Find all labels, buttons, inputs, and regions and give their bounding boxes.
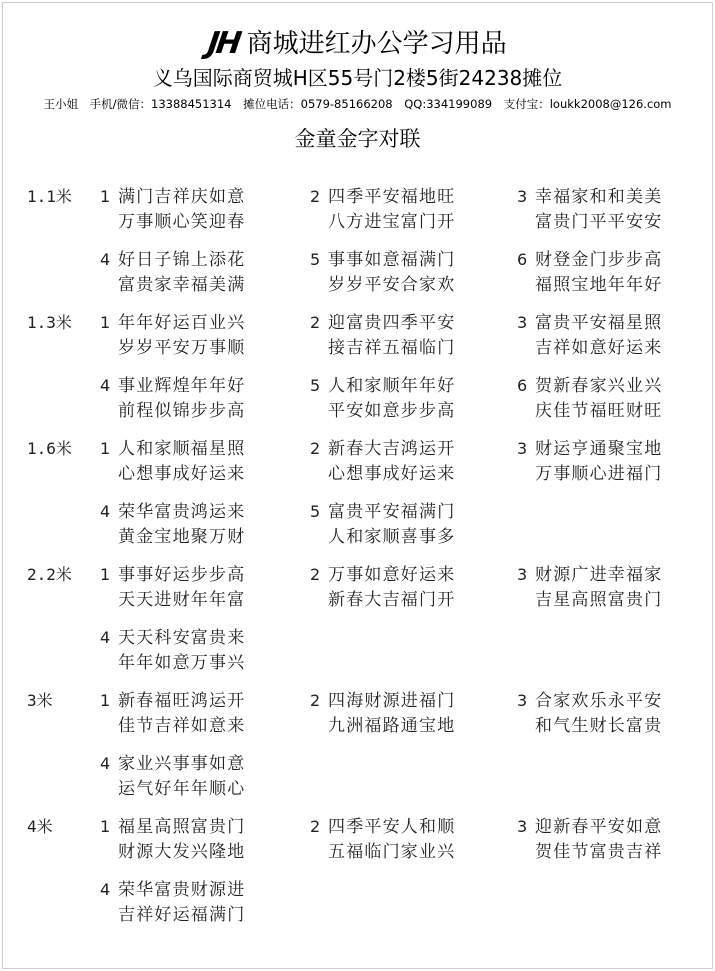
couplet-lower-line: 财源大发兴隆地 <box>118 842 246 862</box>
couplet-text <box>535 248 662 298</box>
contact-alipay: 支付宝：loukk2008@126.com <box>503 97 672 111</box>
size-label: 1.1米 <box>27 187 72 206</box>
size-group <box>0 687 715 813</box>
couplet-row <box>0 183 715 246</box>
item-number: 3 <box>517 439 528 458</box>
couplet-lower-line: 人和家顺喜事多 <box>328 527 456 547</box>
couplet-item <box>100 435 310 498</box>
page-header <box>0 26 715 112</box>
couplet-text <box>118 311 245 361</box>
item-number: 5 <box>310 250 321 269</box>
couplet-lower-line: 九洲福路通宝地 <box>328 716 456 736</box>
contact-name: 王小姐 <box>43 97 78 111</box>
item-number: 1 <box>100 565 111 584</box>
couplet-lower-line: 福照宝地年年好 <box>535 275 663 295</box>
couplet-upper-line: 富贵平安福星照 <box>535 313 663 333</box>
couplet-text <box>535 311 662 361</box>
couplet-item <box>100 876 310 939</box>
couplet-text <box>535 185 662 235</box>
couplet-lower-line: 新春大吉福门开 <box>328 590 456 610</box>
couplet-upper-line: 万事如意好运来 <box>328 565 456 585</box>
couplet-item <box>310 309 517 372</box>
couplet-item <box>517 813 707 876</box>
item-number: 1 <box>100 313 111 332</box>
title-row <box>0 26 715 62</box>
couplet-text <box>535 689 662 739</box>
couplet-lower-line: 佳节吉祥如意来 <box>118 716 246 736</box>
couplet-item <box>100 813 310 876</box>
item-number: 3 <box>517 565 528 584</box>
couplet-lower-line: 平安如意步步高 <box>328 401 456 421</box>
couplet-row <box>0 687 715 750</box>
item-number: 4 <box>100 880 111 899</box>
size-group <box>0 561 715 687</box>
couplet-lower-line: 岁岁平安合家欢 <box>328 275 456 295</box>
couplet-upper-line: 财运亨通聚宝地 <box>535 439 663 459</box>
couplet-row <box>0 246 715 309</box>
couplet-upper-line: 贺新春家兴业兴 <box>535 376 663 396</box>
couplet-text <box>328 563 455 613</box>
couplet-upper-line: 财源广进幸福家 <box>535 565 663 585</box>
couplet-text <box>118 500 245 550</box>
item-number: 2 <box>310 565 321 584</box>
contact-line <box>0 96 715 112</box>
couplet-text <box>328 815 455 865</box>
catalog-subject: 金童金字对联 <box>294 127 421 151</box>
couplet-text <box>118 689 245 739</box>
couplet-lower-line: 万事顺心进福门 <box>535 464 663 484</box>
couplet-text <box>535 563 662 613</box>
brand-logo: JH <box>205 26 242 61</box>
couplet-upper-line: 家业兴事事如意 <box>118 754 246 774</box>
item-number: 4 <box>100 502 111 521</box>
couplet-text <box>118 563 245 613</box>
couplet-item <box>517 435 707 498</box>
couplet-upper-line: 事事如意福满门 <box>328 250 456 270</box>
couplet-upper-line: 事业辉煌年年好 <box>118 376 246 396</box>
couplet-lower-line: 富贵门平平安安 <box>535 212 663 232</box>
couplet-item <box>517 687 707 750</box>
couplet-upper-line: 天天科安富贵来 <box>118 628 246 648</box>
couplet-text <box>118 752 245 802</box>
item-number: 1 <box>100 439 111 458</box>
couplet-item <box>100 246 310 309</box>
couplet-lower-line: 运气好年年顺心 <box>118 779 246 799</box>
couplet-upper-line: 事事好运步步高 <box>118 565 246 585</box>
item-number: 2 <box>310 817 321 836</box>
item-number: 1 <box>100 187 111 206</box>
couplet-item <box>100 687 310 750</box>
couplet-lower-line: 庆佳节福旺财旺 <box>535 401 663 421</box>
item-number: 3 <box>517 187 528 206</box>
couplet-item <box>310 813 517 876</box>
couplet-row <box>0 750 715 813</box>
couplet-item <box>310 687 517 750</box>
couplet-item <box>100 750 310 813</box>
couplet-text <box>328 437 455 487</box>
couplet-item <box>517 309 707 372</box>
couplet-row <box>0 498 715 561</box>
item-number: 3 <box>517 691 528 710</box>
couplet-lower-line: 吉星高照富贵门 <box>535 590 663 610</box>
size-label: 1.6米 <box>27 439 72 458</box>
couplet-item <box>100 561 310 624</box>
item-number: 4 <box>100 250 111 269</box>
couplet-item <box>310 183 517 246</box>
couplet-item <box>517 246 707 309</box>
couplet-item <box>310 435 517 498</box>
couplet-item <box>517 183 707 246</box>
store-title: 商城进红办公学习用品 <box>246 29 507 59</box>
couplet-row <box>0 309 715 372</box>
size-label: 1.3米 <box>27 313 72 332</box>
size-group <box>0 435 715 561</box>
couplet-text <box>328 248 455 298</box>
couplet-item <box>100 624 310 687</box>
item-number: 2 <box>310 691 321 710</box>
couplet-lower-line: 吉祥好运福满门 <box>118 905 246 925</box>
couplet-item <box>100 372 310 435</box>
contact-booth-phone: 摊位电话：0579-85166208 <box>243 97 393 111</box>
couplet-row <box>0 813 715 876</box>
couplet-lower-line: 黄金宝地聚万财 <box>118 527 246 547</box>
couplet-item <box>100 498 310 561</box>
couplet-lower-line: 心想事成好运来 <box>328 464 456 484</box>
item-number: 4 <box>100 754 111 773</box>
couplet-row <box>0 372 715 435</box>
item-number: 2 <box>310 439 321 458</box>
couplet-item <box>100 309 310 372</box>
item-number: 6 <box>517 376 528 395</box>
couplet-text <box>118 185 245 235</box>
couplet-upper-line: 荣华富贵鸿运来 <box>118 502 246 522</box>
item-number: 4 <box>100 628 111 647</box>
couplet-text <box>328 311 455 361</box>
couplet-text <box>118 248 245 298</box>
couplet-text <box>535 815 662 865</box>
couplet-item <box>517 561 707 624</box>
couplet-row <box>0 624 715 687</box>
couplet-lower-line: 八方进宝富门开 <box>328 212 456 232</box>
couplet-text <box>535 374 662 424</box>
item-number: 2 <box>310 187 321 206</box>
couplet-upper-line: 四季平安人和顺 <box>328 817 456 837</box>
couplet-lower-line: 和气生财长富贵 <box>535 716 663 736</box>
couplet-upper-line: 四海财源进福门 <box>328 691 456 711</box>
contact-mobile: 手机/微信：13388451314 <box>89 97 232 111</box>
size-label: 2.2米 <box>27 565 72 584</box>
store-address: 义乌国际商贸城H区55号门2楼5街24238摊位 <box>152 66 563 90</box>
couplet-lower-line: 富贵家幸福美满 <box>118 275 246 295</box>
item-number: 1 <box>100 817 111 836</box>
couplet-upper-line: 迎新春平安如意 <box>535 817 663 837</box>
couplet-text <box>535 437 662 487</box>
couplet-lower-line: 天天进财年年富 <box>118 590 246 610</box>
contact-qq: QQ:334199089 <box>404 97 493 111</box>
couplet-upper-line: 富贵平安福满门 <box>328 502 456 522</box>
item-number: 2 <box>310 313 321 332</box>
couplet-text <box>118 437 245 487</box>
couplet-item <box>310 498 517 561</box>
couplet-lower-line: 贺佳节富贵吉祥 <box>535 842 663 862</box>
item-number: 5 <box>310 376 321 395</box>
couplet-catalog <box>0 183 715 939</box>
couplet-item <box>517 372 707 435</box>
couplet-lower-line: 五福临门家业兴 <box>328 842 456 862</box>
couplet-upper-line: 荣华富贵财源进 <box>118 880 246 900</box>
couplet-item <box>310 561 517 624</box>
couplet-text <box>328 500 455 550</box>
couplet-item <box>100 183 310 246</box>
item-number: 3 <box>517 313 528 332</box>
couplet-upper-line: 幸福家和和美美 <box>535 187 663 207</box>
couplet-row <box>0 435 715 498</box>
couplet-upper-line: 四季平安福地旺 <box>328 187 456 207</box>
size-group <box>0 309 715 435</box>
couplet-upper-line: 财登金门步步高 <box>535 250 663 270</box>
couplet-text <box>118 878 245 928</box>
couplet-upper-line: 满门吉祥庆如意 <box>118 187 246 207</box>
item-number: 6 <box>517 250 528 269</box>
couplet-lower-line: 岁岁平安万事顺 <box>118 338 246 358</box>
couplet-upper-line: 人和家顺年年好 <box>328 376 456 396</box>
size-label: 3米 <box>27 691 53 710</box>
couplet-upper-line: 新春福旺鸿运开 <box>118 691 246 711</box>
item-number: 1 <box>100 691 111 710</box>
couplet-upper-line: 新春大吉鸿运开 <box>328 439 456 459</box>
couplet-lower-line: 万事顺心笑迎春 <box>118 212 246 232</box>
couplet-upper-line: 福星高照富贵门 <box>118 817 246 837</box>
item-number: 4 <box>100 376 111 395</box>
couplet-row <box>0 876 715 939</box>
couplet-text <box>118 626 245 676</box>
couplet-upper-line: 年年好运百业兴 <box>118 313 246 333</box>
couplet-lower-line: 年年如意万事兴 <box>118 653 246 673</box>
couplet-upper-line: 合家欢乐永平安 <box>535 691 663 711</box>
couplet-row <box>0 561 715 624</box>
couplet-lower-line: 心想事成好运来 <box>118 464 246 484</box>
couplet-upper-line: 人和家顺福星照 <box>118 439 246 459</box>
couplet-lower-line: 前程似锦步步高 <box>118 401 246 421</box>
couplet-upper-line: 迎富贵四季平安 <box>328 313 456 333</box>
couplet-upper-line: 好日子锦上添花 <box>118 250 246 270</box>
couplet-item <box>310 372 517 435</box>
couplet-text <box>328 374 455 424</box>
couplet-text <box>118 815 245 865</box>
couplet-text <box>328 689 455 739</box>
item-number: 3 <box>517 817 528 836</box>
couplet-text <box>328 185 455 235</box>
couplet-item <box>310 246 517 309</box>
item-number: 5 <box>310 502 321 521</box>
size-label: 4米 <box>27 817 53 836</box>
couplet-lower-line: 吉祥如意好运来 <box>535 338 663 358</box>
couplet-lower-line: 接吉祥五福临门 <box>328 338 456 358</box>
couplet-text <box>118 374 245 424</box>
size-group <box>0 183 715 309</box>
size-group <box>0 813 715 939</box>
